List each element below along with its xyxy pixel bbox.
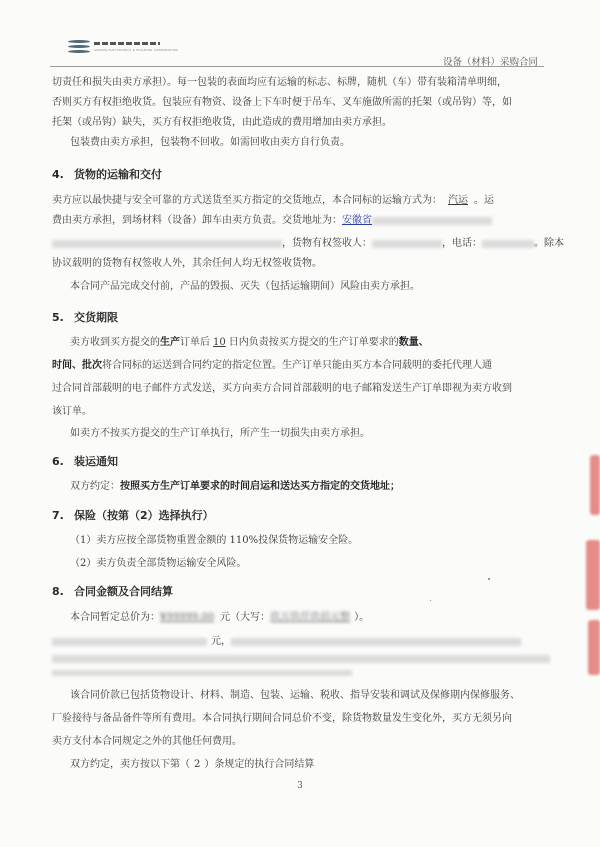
s5-bold: 数量、: [398, 337, 429, 348]
s8-line-4-redacted: [52, 667, 352, 679]
s4-text: ，电话：: [442, 238, 482, 249]
s5-text: 日内负责按买方提交的生产订单要求的: [228, 337, 399, 348]
delivery-address-province: 安徽省: [342, 215, 372, 226]
s6-line-1: [70, 481, 400, 493]
seal-stamp-fragment: [588, 620, 600, 675]
s4-line-5: 本合同产品完成交付前，产品的毁损、灭失（包括运输期间）风险由卖方承担。: [70, 281, 420, 292]
s5-text: 将合同标的运送到合同约定的指定位置。生产订单只能由买方本合同载明的委托代理人通: [102, 360, 492, 371]
section-5-number: 5.: [52, 311, 64, 324]
redacted-address: [372, 217, 492, 225]
s4-text: 。运: [474, 195, 494, 206]
section-7-number: 7.: [52, 509, 64, 522]
s8-line-5: 该合同价款已包括货物设计、材料、制造、包装、运输、税收、指导安装和调试及保修期内保修服务、: [70, 690, 520, 701]
section-7-heading: [52, 507, 214, 523]
section-5-heading: [52, 309, 118, 325]
s8-line-1: [70, 612, 369, 624]
section-4-title: 货物的运输和交付: [74, 168, 162, 181]
section-8-number: 8.: [52, 585, 64, 598]
company-logo: [68, 38, 178, 60]
s8-line-8: [70, 759, 314, 771]
insurance-option-1: （1）卖方应按全部货物重置金额的 110%投保货物运输安全险。: [70, 535, 359, 546]
seal-stamp-fragment: [590, 455, 600, 515]
s8-text: 元，: [211, 636, 231, 647]
section-6-heading: [52, 453, 118, 469]
redacted-clause-line: [52, 655, 550, 663]
transport-mode: 汽运: [448, 195, 468, 206]
s4-line-1: [52, 195, 494, 207]
s5-text: 订单后: [180, 337, 210, 348]
contract-price: ¥99999.00: [160, 612, 215, 623]
intro-line-1: 切责任和损失由卖方承担）。每一包装的表面均应有运输的标志、标牌，随机（车）带有装箱清单明细，: [52, 77, 507, 88]
s8-text: 双方约定，卖方按以下第（: [70, 759, 190, 770]
header-title: 设备（材料）采购合同: [442, 57, 538, 68]
redacted-phone: [482, 240, 534, 248]
settlement-clause-number: 2: [194, 759, 201, 770]
scan-speck: [430, 600, 431, 601]
delivery-address: [342, 215, 492, 226]
s5-text: 卖方收到买方提交的: [70, 337, 160, 348]
section-8-title: 合同金额及合同结算: [74, 585, 173, 598]
section-6-title: 装运通知: [74, 455, 118, 468]
s4-text: ，货物有权签收人：: [282, 238, 372, 249]
s5-line-3: 过合同首部载明的电子邮件方式发送，买方向卖方合同首部载明的电子邮箱发送生产订单即视为卖方收到: [52, 383, 512, 394]
s6-bold: 按照买方生产订单要求的时间启运和送达买方指定的交货地址；: [120, 481, 400, 492]
section-7-title: 保险（按第（2）选择执行）: [74, 509, 214, 522]
insurance-option-2: （2）卖方负责全部货物运输安全风险。: [70, 558, 247, 569]
section-4-heading: [52, 166, 162, 182]
redacted-amount-text: [52, 638, 207, 646]
intro-line-4: 包装费由卖方承担，包装物不回收。如需回收由卖方自行负责。: [70, 137, 350, 148]
scan-speck: [488, 578, 490, 580]
s8-line-6: 厂验接待与备品备件等所有费用。本合同执行期间合同总价不变，除货物数量发生变化外，买方无须另向: [52, 713, 512, 724]
redacted-clause-line-2: [52, 670, 352, 676]
redacted-address-cont: [52, 240, 282, 248]
s5-line-5: 如卖方不按买方提交的生产订单执行，所产生一切损失由卖方承担。: [70, 428, 370, 439]
s8-line-2: [52, 636, 521, 648]
delivery-days: 10: [213, 337, 226, 348]
intro-line-2: 否则买方有权拒绝收货。包装应有物资、设备上下车时便于吊车、叉车施做所需的托架（或吊钩）等，如: [52, 97, 512, 108]
s5-line-2: [52, 360, 492, 372]
s8-text: 本合同暂定总价为：: [70, 612, 160, 623]
s5-line-1: [70, 337, 429, 349]
section-8-heading: [52, 583, 173, 599]
logo-brand-bar: [94, 42, 160, 45]
header-divider: [50, 66, 544, 67]
s4-text: 卖方应以最快捷与安全可靠的方式送货至买方指定的交货地点，本合同标的运输方式为：: [52, 195, 442, 206]
seal-stamp-fragment: [586, 540, 600, 610]
intro-line-3: 托架（或吊钩）缺失，买方有权拒绝收货，由此造成的费用增加由卖方承担。: [52, 117, 392, 128]
section-4-number: 4.: [52, 168, 64, 181]
s8-line-7: 卖方支付本合同规定之外的其他任何费用。: [52, 736, 242, 747]
s5-line-4: 该订单。: [52, 406, 92, 417]
contract-price-uppercase: 玖万玖仟玖佰元整: [270, 612, 351, 623]
s8-text: ）条规定的执行合同结算: [204, 759, 315, 770]
s8-text: ）。: [354, 612, 370, 623]
logo-text: SINOMA ELECTRONICS & BUILDING CORPORATION: [94, 48, 178, 52]
s5-bold: 生产: [160, 337, 180, 348]
section-6-number: 6.: [52, 455, 64, 468]
redacted-receiver: [372, 240, 442, 248]
s8-line-3-redacted: [52, 653, 550, 665]
s4-text: 。除本: [534, 238, 564, 249]
s4-line-3: [52, 238, 564, 250]
section-5-title: 交货期限: [74, 311, 118, 324]
page-number: 3: [297, 781, 303, 791]
s4-text: 费由卖方承担，到场材料（设备）卸车由卖方负责。交货地址为：: [52, 215, 342, 226]
s4-line-4: 协议载明的货物有权签收人外，其余任何人均无权签收货物。: [52, 258, 322, 269]
s6-text: 双方约定：: [70, 481, 120, 492]
logo-mark-icon: [68, 40, 90, 54]
s5-bold: 时间、批次: [52, 360, 102, 371]
s4-line-2: [52, 215, 492, 227]
redacted-amount-text-2: [231, 638, 521, 646]
s8-text: 元（大写：: [220, 612, 271, 623]
